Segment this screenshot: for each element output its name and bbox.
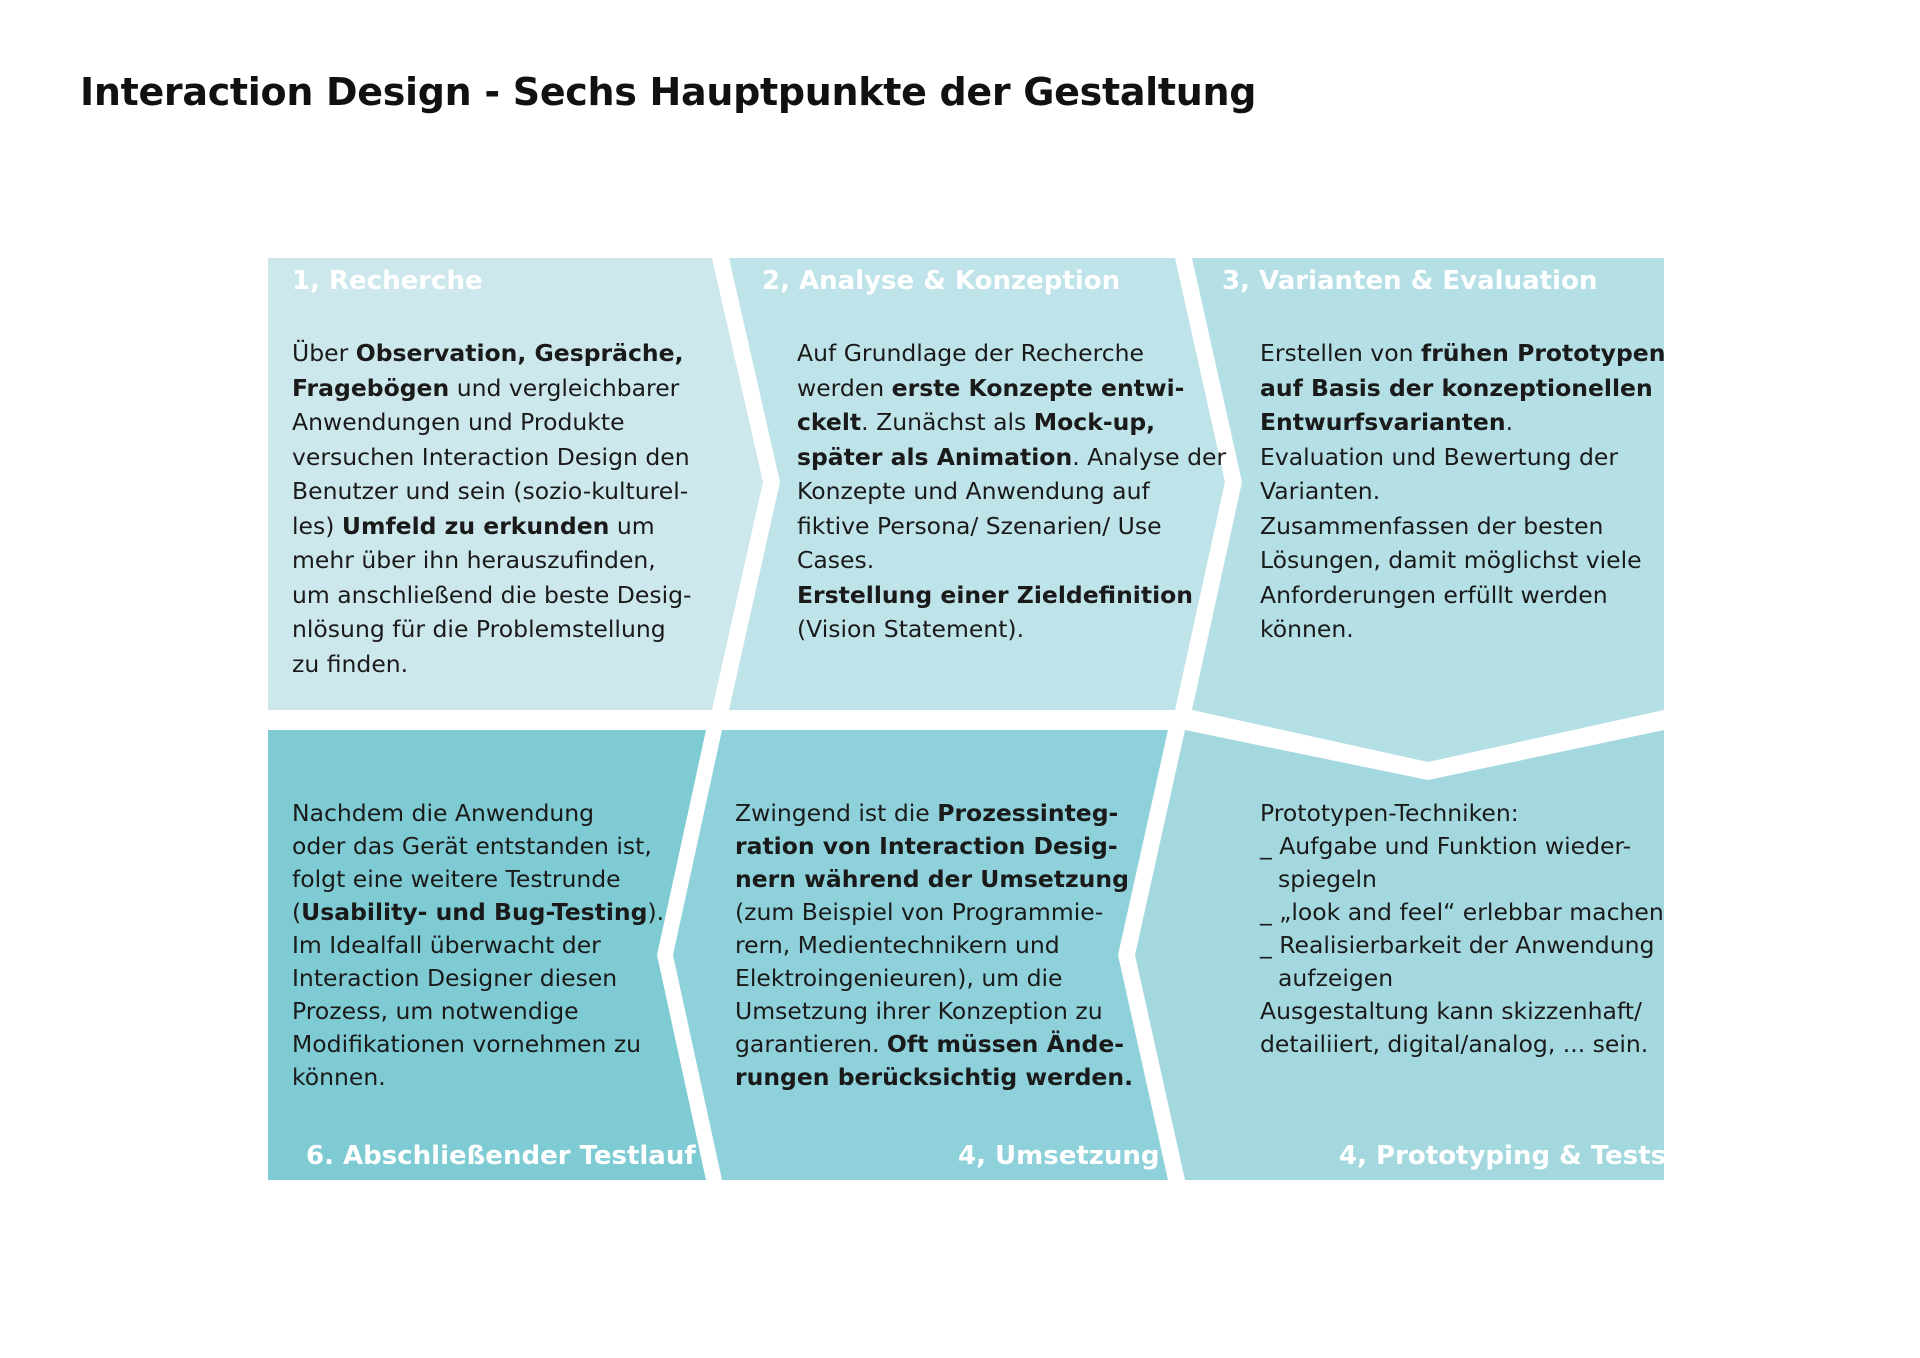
text-line: Erstellung einer Zieldefinition xyxy=(797,580,1194,609)
text-line: Entwurfsvarianten. xyxy=(1260,408,1514,436)
text-line: können. xyxy=(292,1063,386,1091)
text-line: detailiiert, digital/analog, ... sein. xyxy=(1260,1030,1649,1058)
text-line: ration von Interaction Desig- xyxy=(735,832,1118,860)
text-line: um anschließend die beste Desig- xyxy=(292,580,692,609)
text-line: (Usability- und Bug-Testing). xyxy=(292,898,665,926)
text-line: ckelt. Zunächst als Mock-up, xyxy=(797,408,1156,436)
text-line: _ Aufgabe und Funktion wieder- xyxy=(1260,832,1632,860)
text-line: les) Umfeld zu erkunden um xyxy=(292,511,655,540)
text-line: werden erste Konzepte entwi- xyxy=(797,373,1185,402)
text-line: mehr über ihn herauszufinden, xyxy=(292,546,656,574)
text-line: Nachdem die Anwendung xyxy=(292,799,595,827)
text-line: Erstellen von frühen Prototypen xyxy=(1260,339,1666,367)
panel-3-text xyxy=(1260,336,1665,647)
text-line: Fragebögen und vergleichbarer xyxy=(292,373,680,402)
text-line: versuchen Interaction Design den xyxy=(292,442,690,471)
panel-2-text xyxy=(797,336,1226,647)
text-line: _ Realisierbarkeit der Anwendung xyxy=(1260,931,1655,959)
panel-2-title: 2, Analyse & Konzeption xyxy=(762,266,1121,296)
panel-3-title: 3, Varianten & Evaluation xyxy=(1222,266,1598,296)
text-line: spiegeln xyxy=(1278,865,1377,893)
page-title: Interaction Design - Sechs Hauptpunkte der Gestaltung xyxy=(80,70,1257,114)
panel-5-title: 4, Umsetzung xyxy=(958,1141,1160,1171)
text-line: rern, Medientechnikern und xyxy=(735,931,1060,959)
text-line: Benutzer und sein (sozio-kulturel- xyxy=(292,477,689,505)
text-line: nern während der Umsetzung xyxy=(735,865,1129,893)
panel-6-text xyxy=(292,797,664,1094)
text-line: können. xyxy=(1260,615,1354,643)
text-line: Im Idealfall überwacht der xyxy=(292,931,601,959)
text-line: Prototypen-Techniken: xyxy=(1260,799,1519,827)
text-line: Elektroingenieuren), um die xyxy=(735,964,1063,992)
text-line: Interaction Designer diesen xyxy=(292,964,618,992)
text-line: Cases. xyxy=(797,546,875,574)
text-line: Lösungen, damit möglichst viele xyxy=(1260,546,1642,574)
panel-5-text xyxy=(735,797,1133,1094)
text-line: Anwendungen und Produkte xyxy=(292,408,625,436)
text-line: auf Basis der konzeptionellen xyxy=(1260,373,1653,402)
panel-1-title: 1, Recherche xyxy=(292,266,483,296)
text-line: Konzepte und Anwendung auf xyxy=(797,477,1150,505)
text-line: oder das Gerät entstanden ist, xyxy=(292,832,652,860)
text-line: zu finden. xyxy=(292,649,409,678)
text-line: später als Animation. Analyse der xyxy=(797,442,1227,471)
text-line: Umsetzung ihrer Konzeption zu xyxy=(735,997,1103,1025)
panel-6-title: 6. Abschließender Testlauf xyxy=(306,1141,696,1171)
text-line: nlösung für die Problemstellung xyxy=(292,615,666,643)
panel-1-text xyxy=(292,336,692,681)
text-line: folgt eine weitere Testrunde xyxy=(292,865,621,893)
panel-4-title: 4, Prototyping & Tests xyxy=(1339,1141,1667,1171)
text-line: aufzeigen xyxy=(1278,964,1394,992)
text-line: Auf Grundlage der Recherche xyxy=(797,339,1144,367)
text-line: Prozess, um notwendige xyxy=(292,997,579,1025)
text-line: fiktive Persona/ Szenarien/ Use xyxy=(797,511,1162,540)
panel-4-text xyxy=(1260,797,1664,1061)
text-line: rungen berücksichtig werden. xyxy=(735,1063,1134,1091)
text-line: Modifikationen vornehmen zu xyxy=(292,1030,642,1058)
text-line: (zum Beispiel von Programmie- xyxy=(735,898,1104,926)
text-line: garantieren. Oft müssen Ände- xyxy=(735,1030,1125,1058)
text-line: (Vision Statement). xyxy=(797,615,1025,643)
text-line: _ „look and feel“ erlebbar machen xyxy=(1260,898,1664,926)
text-line: Evaluation und Bewertung der xyxy=(1260,442,1618,471)
text-line: Ausgestaltung kann skizzenhaft/ xyxy=(1260,997,1642,1025)
text-line: Über Observation, Gespräche, xyxy=(292,339,684,367)
text-line: Anforderungen erfüllt werden xyxy=(1260,580,1608,609)
text-line: Zwingend ist die Prozessinteg- xyxy=(735,799,1119,827)
text-line: Zusammenfassen der besten xyxy=(1260,511,1604,540)
text-line: Varianten. xyxy=(1260,477,1381,505)
